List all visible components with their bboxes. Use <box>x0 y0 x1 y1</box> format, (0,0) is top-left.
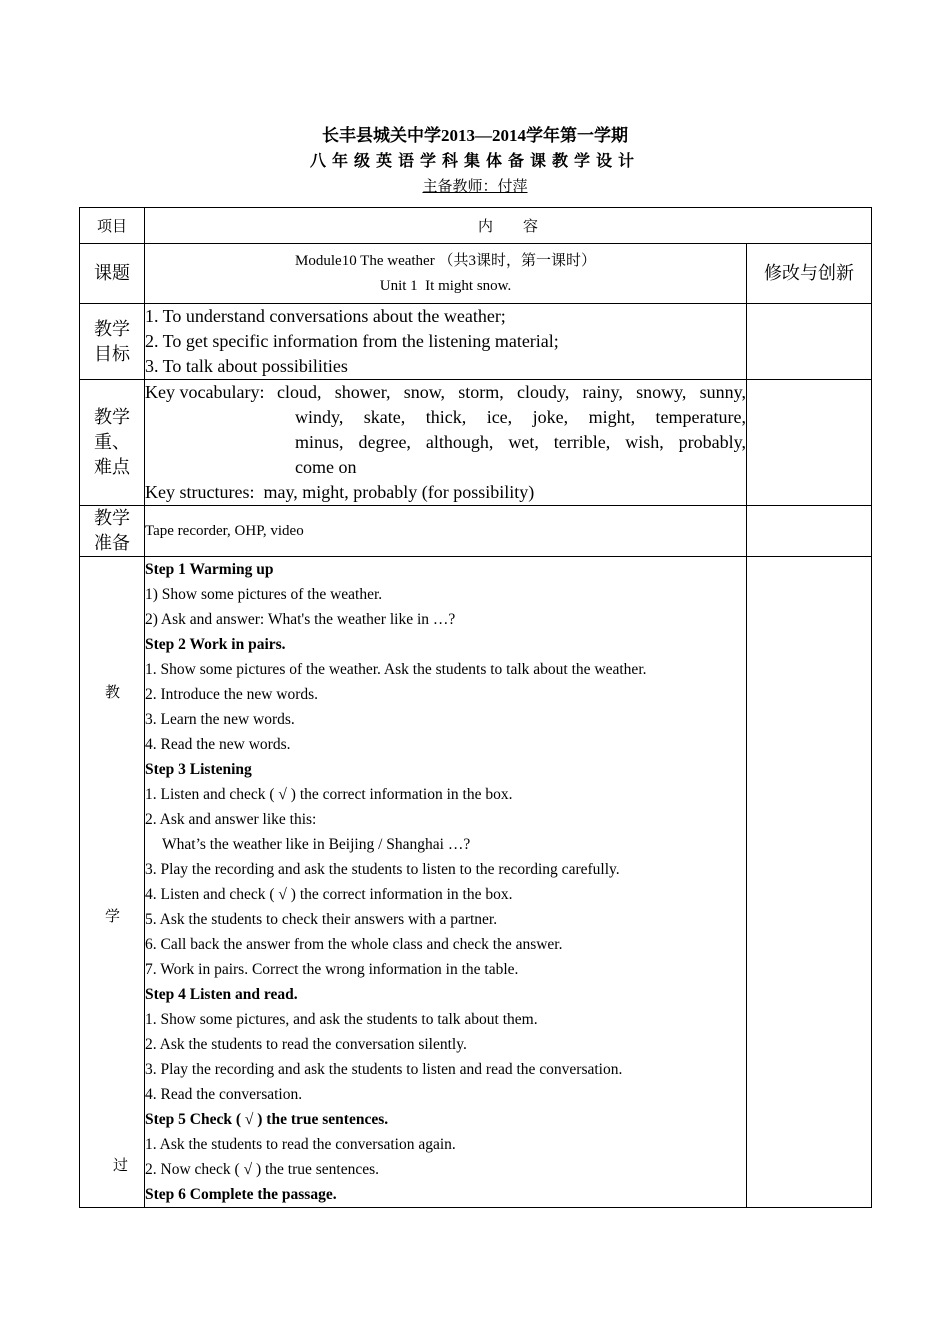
keypoints-label-c: 难点 <box>94 457 130 477</box>
topic-row <box>80 244 872 304</box>
vocab-block <box>145 380 746 480</box>
keypoints-content <box>145 380 747 506</box>
head-item-cell: 项目 <box>80 208 145 244</box>
step-item: 4. Read the new words. <box>145 736 291 753</box>
school-term-title: 长丰县城关中学2013—2014学年第一学期 <box>322 126 628 145</box>
table-head-row <box>80 208 872 244</box>
step-heading: Step 6 Complete the passage. <box>145 1186 337 1203</box>
goal-item: 2. To get specific information from the listening material; <box>145 331 559 351</box>
head-content-cell: 内 容 <box>145 208 872 244</box>
lesson-plan-title: 八年级英语学科集体备课教学设计 <box>309 153 640 170</box>
goals-label-b: 目标 <box>94 343 130 364</box>
document-header <box>0 122 950 200</box>
step-heading: Step 3 Listening <box>145 761 252 778</box>
step-item: 7. Work in pairs. Correct the wrong information in the table. <box>145 961 519 978</box>
step-item: 4. Listen and check ( √ ) the correct information in the box. <box>145 886 513 903</box>
step-item: 2. Ask the students to read the conversation silently. <box>145 1036 467 1053</box>
topic-module: Module10 The weather （共3课时，第一课时） <box>295 252 596 269</box>
step-item: 2) Ask and answer: What's the weather like in …? <box>145 611 456 628</box>
keypoints-row <box>80 380 872 506</box>
vocab-line: windy, skate, thick, ice, joke, might, temperature, <box>295 407 746 427</box>
prep-label-b: 准备 <box>94 533 130 553</box>
goals-label-a: 教学 <box>94 318 130 339</box>
step-item: 6. Call back the answer from the whole class and check the answer. <box>145 936 563 953</box>
prep-content: Tape recorder, OHP, video <box>145 506 747 557</box>
topic-label: 课题 <box>80 244 145 304</box>
vocab-label: Key vocabulary: <box>145 382 265 402</box>
prep-label-a: 教学 <box>94 508 130 528</box>
step-item: 1. Show some pictures, and ask the students to talk about them. <box>145 1011 538 1028</box>
keypoints-label-a: 教学 <box>94 407 130 427</box>
process-content <box>145 557 747 1208</box>
step-item: What’s the weather like in Beijing / Shanghai …? <box>162 836 471 853</box>
keypoints-revise-cell <box>747 380 872 506</box>
process-label-2: 学 <box>105 909 121 925</box>
topic-unit: Unit 1 It might snow. <box>379 277 512 294</box>
step-item: 1) Show some pictures of the weather. <box>145 586 383 603</box>
prep-label <box>80 506 145 557</box>
revise-label: 修改与创新 <box>747 244 872 304</box>
step-item: 3. Play the recording and ask the students to listen to the recording carefully. <box>145 861 620 878</box>
vocab-line: cloud, shower, snow, storm, cloudy, rainy, snowy, sunny, <box>277 382 746 402</box>
topic-content <box>145 244 747 304</box>
step-item: 2. Ask and answer like this: <box>145 811 317 828</box>
step-item: 3. Learn the new words. <box>145 711 295 728</box>
prep-row <box>80 506 872 557</box>
key-structures: Key structures: may, might, probably (for possibility) <box>145 482 535 502</box>
step-item: 2. Introduce the new words. <box>145 686 319 703</box>
prep-revise-cell <box>747 506 872 557</box>
step-heading: Step 2 Work in pairs. <box>145 636 286 653</box>
step-item: 3. Play the recording and ask the students to listen and read the conversation. <box>145 1061 623 1078</box>
step-heading: Step 5 Check ( √ ) the true sentences. <box>145 1111 389 1128</box>
step-item: 1. Ask the students to read the conversation again. <box>145 1136 456 1153</box>
step-heading: Step 1 Warming up <box>145 561 274 578</box>
step-item: 4. Read the conversation. <box>145 1086 303 1103</box>
goal-item: 1. To understand conversations about the weather; <box>145 306 506 326</box>
step-item: 2. Now check ( √ ) the true sentences. <box>145 1161 380 1178</box>
process-label-1: 教 <box>105 685 121 701</box>
goals-content <box>145 304 747 380</box>
lesson-plan-table <box>79 207 872 1208</box>
step-item: 1. Show some pictures of the weather. Ask the students to talk about the weather. <box>145 661 647 678</box>
goal-item: 3. To talk about possibilities <box>145 356 348 376</box>
process-label <box>80 557 145 1208</box>
step-item: 1. Listen and check ( √ ) the correct information in the box. <box>145 786 513 803</box>
process-revise-cell <box>747 557 872 1208</box>
step-item: 5. Ask the students to check their answers with a partner. <box>145 911 498 928</box>
keypoints-label-b: 重、 <box>94 432 130 452</box>
goals-revise-cell <box>747 304 872 380</box>
goals-label <box>80 304 145 380</box>
vocab-line: minus, degree, although, wet, terrible, wish, probably, <box>295 432 746 452</box>
keypoints-label <box>80 380 145 506</box>
process-row <box>80 557 872 1208</box>
vocab-line: come on <box>295 457 357 477</box>
goals-row <box>80 304 872 380</box>
lead-teacher: 主备教师：付萍 <box>422 179 528 195</box>
step-heading: Step 4 Listen and read. <box>145 986 298 1003</box>
process-label-3: 过 <box>113 1158 129 1174</box>
